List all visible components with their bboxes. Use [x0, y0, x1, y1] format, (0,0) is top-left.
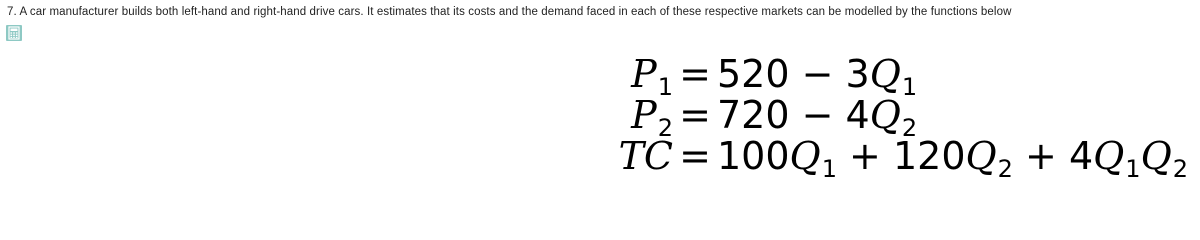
equation-lhs: $P_2$	[631, 93, 673, 142]
calculator-icon	[6, 25, 22, 41]
calculator-button[interactable]	[6, 25, 22, 41]
equals-sign: =	[679, 134, 711, 178]
equation-demand-1	[575, 52, 1135, 101]
equation-rhs: $520 - 3Q_1$	[717, 52, 918, 101]
equation-rhs: $100Q_1 + 120Q_2 + 4Q_1Q_2$	[717, 134, 1188, 183]
equals-sign: =	[679, 52, 711, 96]
question-text: 7. A car manufacturer builds both left-hand and right-hand drive cars. It estimates that its costs and the demand faced in each of these respective markets can be modelled by the functions below	[7, 6, 1012, 18]
equation-block	[575, 52, 1188, 183]
equation-lhs: TC	[618, 134, 673, 178]
equals-sign: =	[679, 93, 711, 137]
equation-lhs: $P_1$	[631, 52, 673, 101]
equation-rhs: $720 - 4Q_2$	[717, 93, 918, 142]
